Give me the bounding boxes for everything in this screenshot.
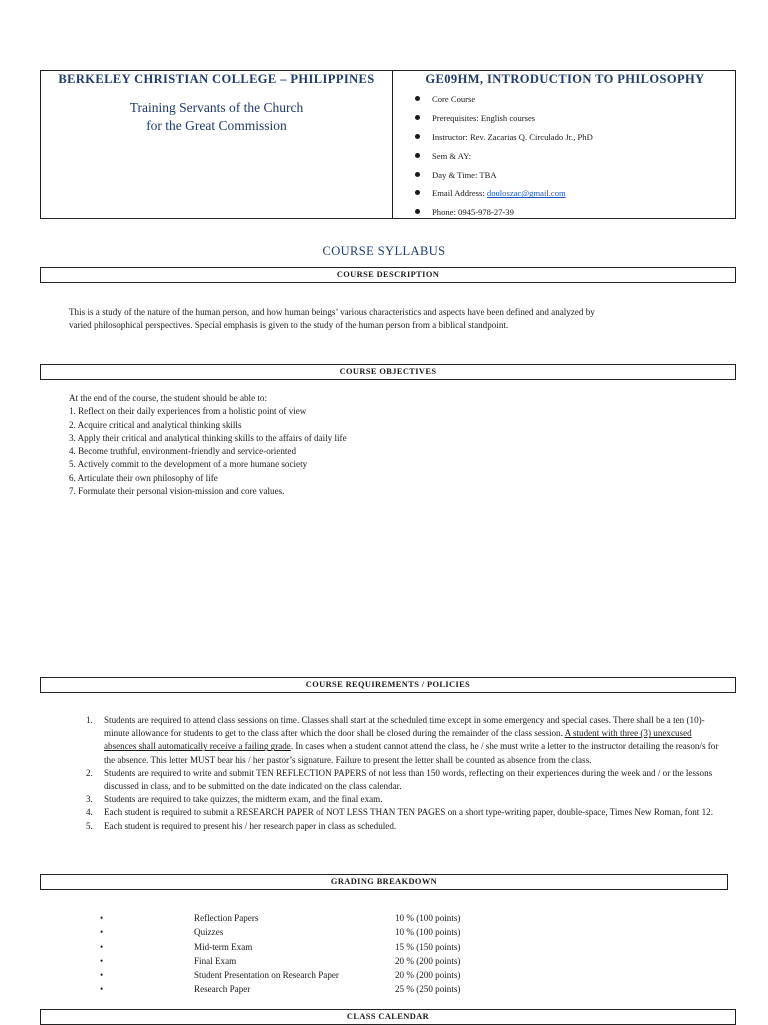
objective-item: 3. Apply their critical and analytical thinking skills to the affairs of daily life xyxy=(69,432,347,443)
course-info-phone: Phone: 0945-978-27-39 xyxy=(415,204,593,223)
bullet-icon: • xyxy=(100,955,104,966)
objective-item: 4. Become truthful, environment-friendly and service-oriented xyxy=(69,446,297,457)
bullet-icon: • xyxy=(100,984,104,995)
section-heading-grading: GRADING BREAKDOWN xyxy=(40,874,728,890)
section-heading-requirements: COURSE REQUIREMENTS / POLICIES xyxy=(40,677,736,693)
requirement-item: 4. Each student is required to submit a RESEARCH PAPER of NOT LESS THAN TEN PAGES on a short type-writing paper, double-space, Times New Roman, font 12. xyxy=(86,807,713,818)
course-info-list xyxy=(415,91,593,223)
college-motto xyxy=(41,99,392,135)
bullet-icon xyxy=(415,153,420,158)
bullet-icon xyxy=(415,209,420,214)
grade-row: • Final Exam 20 % (200 points) xyxy=(100,954,580,968)
email-link[interactable]: douloszac@gmail.com xyxy=(486,188,566,199)
course-info-item: Prerequisites: English courses xyxy=(415,110,593,129)
bullet-icon xyxy=(415,172,420,177)
section-heading-calendar: CLASS CALENDAR xyxy=(40,1009,736,1025)
course-info-item: Sem & AY: xyxy=(415,148,593,167)
description-line-1: This is a study of the nature of the human person, and how human beings’ various characteristics and aspects have been defined and analyzed by xyxy=(69,307,595,317)
course-name: GE09HM, INTRODUCTION TO PHILOSOPHY xyxy=(425,72,705,86)
description-line-2: varied philosophical perspectives. Special emphasis is given to the study of the human person from a biblical standpoint. xyxy=(69,320,509,331)
requirement-item: 1. Students are required to attend class sessions on time. Classes shall start at the scheduled time except in some emergency and special cases. There shall be a ten (10)- minute allowance for students to get to the class after which the door shall be closed during the remainder of the class session. A student with three (3) unexcused absences shall automatically receive a failing grade. In cases when a student cannot attend the class, he / she must write a letter to the instructor detailing the reason/s for the absence. This letter MUST bear his / her pastor’s signature. Failure to present the letter shall be counted as absence from the class. xyxy=(86,715,719,765)
course-info-item: Instructor: Rev. Zacarias Q. Circulado Jr., PhD xyxy=(415,129,593,148)
grade-row: • Research Paper 25 % (250 points) xyxy=(100,982,580,996)
motto-line-2: for the Great Commission xyxy=(146,118,287,133)
bullet-icon: • xyxy=(100,941,104,952)
grade-row: • Reflection Papers 10 % (100 points) xyxy=(100,911,580,925)
header-table xyxy=(40,70,736,219)
grade-row: • Mid-term Exam 15 % (150 points) xyxy=(100,940,580,954)
bullet-icon xyxy=(415,134,420,139)
grade-row: • Student Presentation on Research Paper 20 % (200 points) xyxy=(100,968,580,982)
requirement-item: 3. Students are required to take quizzes, the midterm exam, and the final exam. xyxy=(86,794,383,805)
objectives-intro: At the end of the course, the student should be able to: xyxy=(69,393,267,403)
bullet-icon: • xyxy=(100,927,104,938)
objective-item: 7. Formulate their personal vision-mission and core values. xyxy=(69,486,285,497)
course-info-item: Day & Time: TBA xyxy=(415,167,593,186)
bullet-icon xyxy=(415,190,420,195)
course-info-email: Email Address: douloszac@gmail.com xyxy=(415,185,593,204)
header-divider xyxy=(392,71,393,218)
requirements-list xyxy=(86,714,726,833)
objective-item: 2. Acquire critical and analytical thinking skills xyxy=(69,419,242,430)
course-info-item: Core Course xyxy=(415,91,593,110)
objective-item: 5. Actively commit to the development of a more humane society xyxy=(69,459,308,470)
objectives-list xyxy=(69,392,669,498)
motto-line-1: Training Servants of the Church xyxy=(129,100,304,115)
requirement-item: 5. Each student is required to present his / her research paper in class as scheduled. xyxy=(86,820,397,831)
bullet-icon: • xyxy=(100,970,104,981)
syllabus-title: COURSE SYLLABUS xyxy=(322,244,446,258)
requirement-item: 2. Students are required to write and submit TEN REFLECTION PAPERS of not less than 150 words, reflecting on their experiences during the week and / or the lessons discussed in class, and to be submitted on the date indicated on the class calendar. xyxy=(86,767,713,792)
bullet-icon xyxy=(415,96,420,101)
bullet-icon: • xyxy=(100,913,104,923)
bullet-icon xyxy=(415,115,420,120)
objective-item: 6. Articulate their own philosophy of life xyxy=(69,472,218,483)
grade-row: • Quizzes 10 % (100 points) xyxy=(100,925,580,939)
grading-table xyxy=(100,911,580,997)
college-name: BERKELEY CHRISTIAN COLLEGE – PHILIPPINES xyxy=(58,72,375,86)
objective-item: 1. Reflect on their daily experiences from a holistic point of view xyxy=(69,406,307,417)
absence-policy: A student with three (3) unexcused absences shall automatically receive a failing grade xyxy=(104,728,692,752)
description-text xyxy=(69,306,749,333)
section-heading-description: COURSE DESCRIPTION xyxy=(40,267,736,283)
section-heading-objectives: COURSE OBJECTIVES xyxy=(40,364,736,380)
